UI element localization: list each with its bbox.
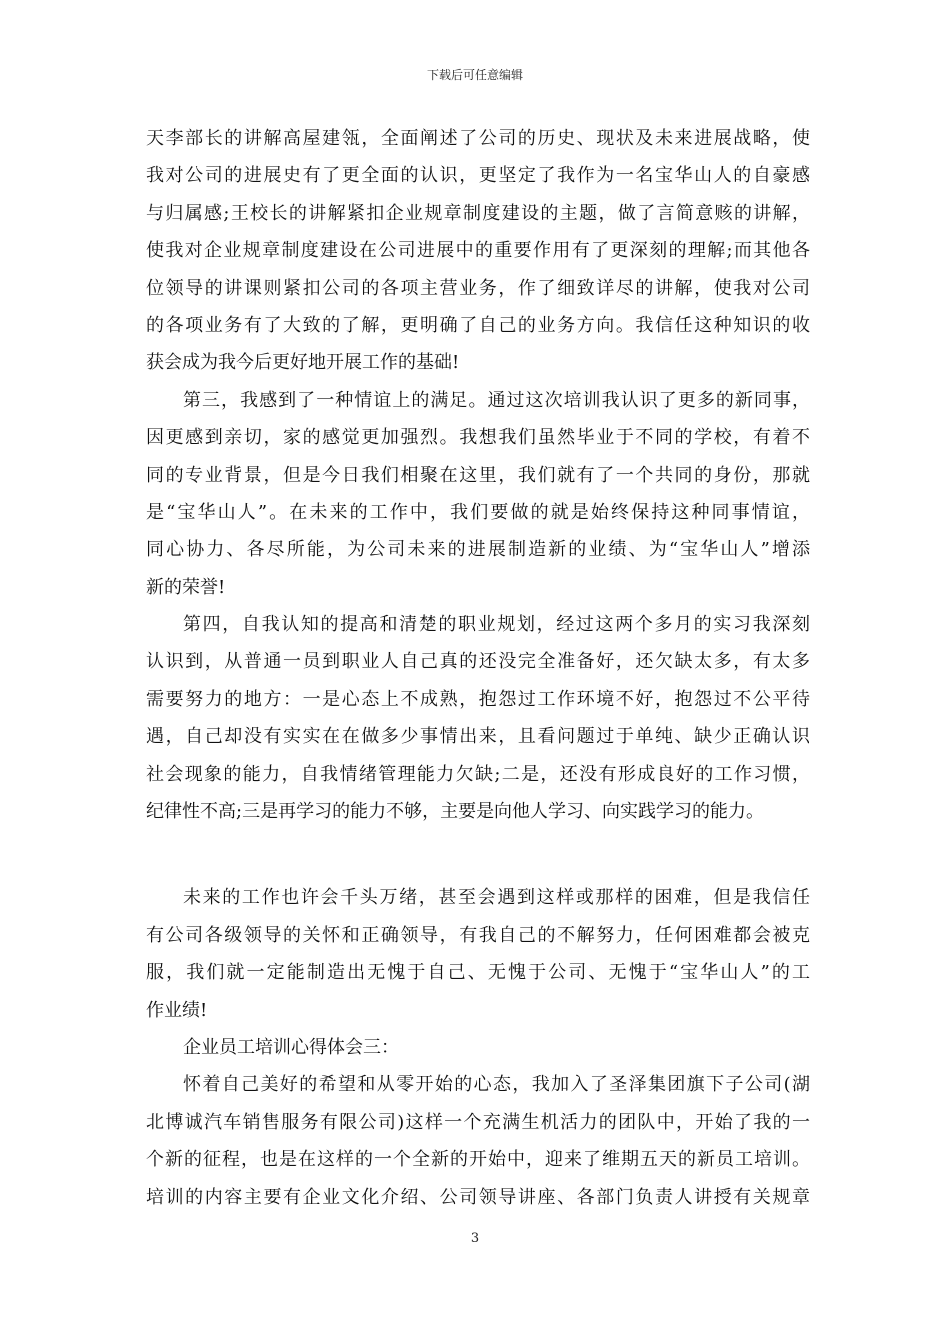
text-line: 企业员工培训心得体会三： [183, 1036, 399, 1058]
text-line: 位领导的讲课则紧扣公司的各项主营业务，作了细致详尽的讲解，使我对公司 [146, 277, 810, 299]
text-line: 同的专业背景，但是今日我们相聚在这里，我们就有了一个共同的身份，那就 [146, 464, 810, 486]
text-line: 新的荣誉! [146, 576, 226, 598]
text-line: 使我对企业规章制度建设在公司进展中的重要作用有了更深刻的理解;而其他各 [146, 240, 810, 262]
text-line: 同心协力、各尽所能，为公司未来的进展制造新的业绩、为“宝华山人”增添 [146, 539, 810, 561]
text-line: 与归属感;王校长的讲解紧扣企业规章制度建设的主题，做了言简意赅的讲解， [146, 202, 810, 224]
text-line: 我对公司的进展史有了更全面的认识，更坚定了我作为一名宝华山人的自豪感 [146, 165, 810, 187]
text-line: 纪律性不高;三是再学习的能力不够，主要是向他人学习、向实践学习的能力。 [146, 801, 765, 823]
text-line: 北博诚汽车销售服务有限公司)这样一个充满生机活力的团队中，开始了我的一 [146, 1111, 810, 1133]
text-line: 作业绩! [146, 999, 208, 1021]
text-line: 第四，自我认知的提高和清楚的职业规划，经过这两个多月的实习我深刻 [183, 614, 810, 636]
section-heading [146, 1029, 810, 1066]
page-number: 3 [470, 1231, 480, 1246]
document-body [146, 120, 810, 1216]
text-line: 因更感到亲切，家的感觉更加强烈。我想我们虽然毕业于不同的学校，有着不 [146, 427, 810, 449]
text-line: 服，我们就一定能制造出无愧于自己、无愧于公司、无愧于“宝华山人”的工 [146, 962, 810, 984]
text-line: 怀着自己美好的希望和从零开始的心态，我加入了圣泽集团旗下子公司(湖 [183, 1074, 810, 1096]
text-line: 社会现象的能力，自我情绪管理能力欠缺;二是，还没有形成良好的工作习惯， [146, 763, 810, 785]
text-line: 认识到，从普通一员到职业人自己真的还没完全准备好，还欠缺太多，有太多 [146, 651, 810, 673]
text-line: 个新的征程，也是在这样的一个全新的开始中，迎来了维期五天的新员工培训。 [146, 1149, 810, 1171]
paragraph [146, 606, 810, 830]
text-line: 遇，自己却没有实实在在做多少事情出来，且看问题过于单纯、缺少正确认识 [146, 726, 810, 748]
paragraph [146, 1066, 810, 1216]
text-line: 需要努力的地方：一是心态上不成熟，抱怨过工作环境不好，抱怨过不公平待 [146, 688, 810, 710]
text-line: 培训的内容主要有企业文化介绍、公司领导讲座、各部门负责人讲授有关规章 [146, 1186, 810, 1208]
paragraph-gap [146, 830, 810, 879]
text-line: 获会成为我今后更好地开展工作的基础! [146, 352, 460, 374]
text-line: 未来的工作也许会千头万绪，甚至会遇到这样或那样的困难，但是我信任 [183, 887, 810, 909]
paragraph [146, 120, 810, 382]
text-line: 的各项业务有了大致的了解，更明确了自己的业务方向。我信任这种知识的收 [146, 314, 810, 336]
text-line: 第三，我感到了一种情谊上的满足。通过这次培训我认识了更多的新同事， [183, 389, 810, 411]
text-line: 有公司各级领导的关怀和正确领导，有我自己的不解努力，任何困难都会被克 [146, 924, 810, 946]
text-line: 天李部长的讲解高屋建瓴，全面阐述了公司的历史、现状及未来进展战略，使 [146, 128, 810, 149]
page-header: 下载后可任意编辑 [426, 68, 523, 82]
paragraph [146, 879, 810, 1029]
paragraph [146, 382, 810, 606]
text-line: 是“宝华山人”。在未来的工作中，我们要做的就是始终保持这种同事情谊， [146, 501, 810, 523]
